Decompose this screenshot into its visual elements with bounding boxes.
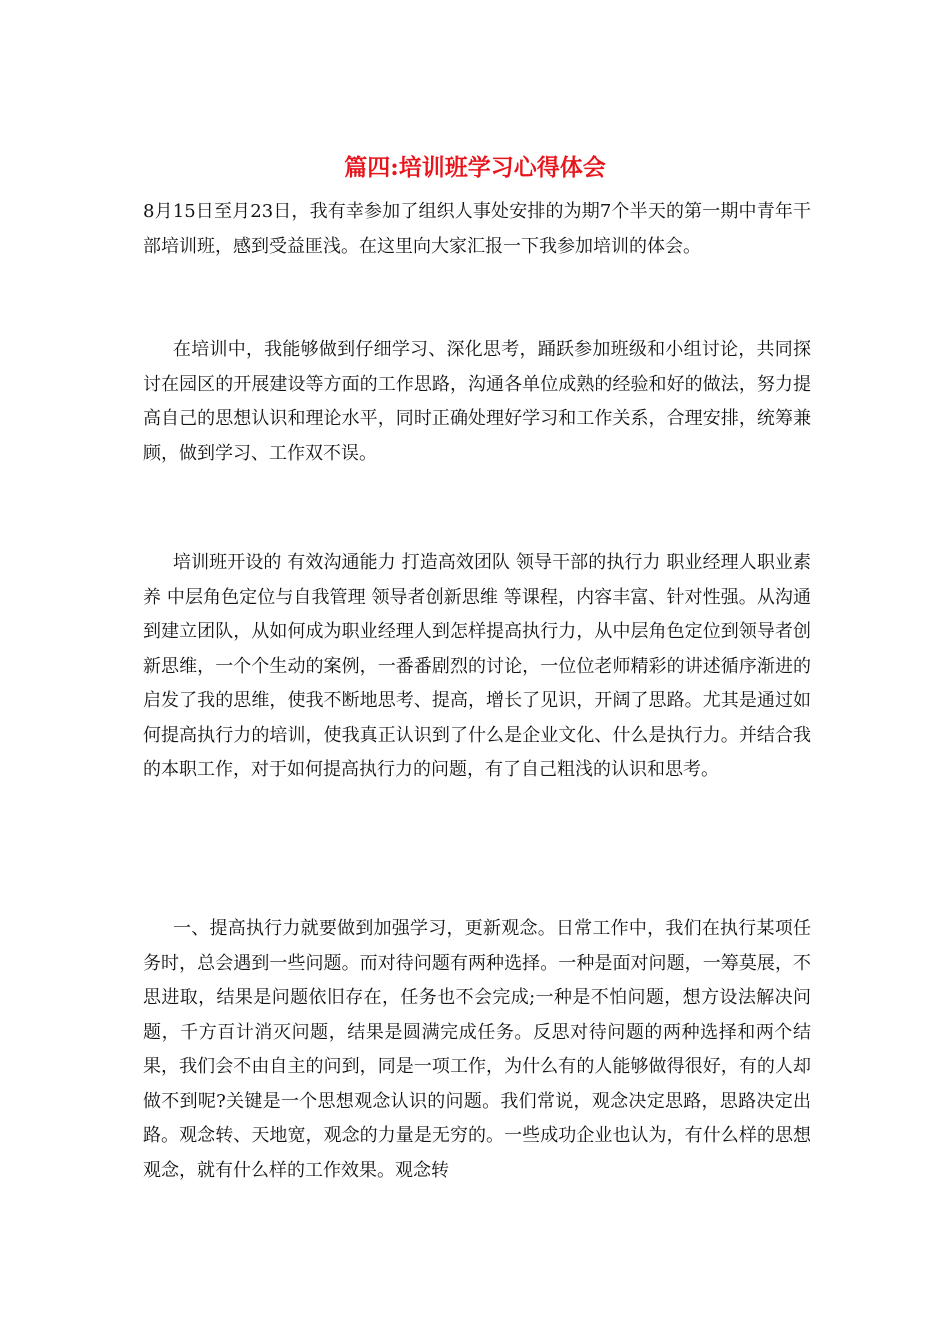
document-title: 篇四:培训班学习心得体会 (344, 154, 606, 181)
paragraph-point-one: 一、提高执行力就要做到加强学习，更新观念。日常工作中，我们在执行某项任务时，总会遇到一些问题。而对待问题有两种选择。一种是面对问题，一筹莫展，不思进取，结果是问题依旧存在，任务也不会完成;一种是不怕问题，想方设法解决问题，千方百计消灭问题，结果是圆满完成任务。反思对待问题的两种选择和两个结果，我们会不由自主的问到，同是一项工作，为什么有的人能够做得很好，有的人却做不到呢?关键是一个思想观念认识的问题。我们常说，观念决定思路，思路决定出路。观念转、天地宽，观念的力量是无穷的。一些成功企业也认为，有什么样的思想观念，就有什么样的工作效果。观念转 (143, 918, 811, 1181)
paragraph-course-content: 培训班开设的 有效沟通能力 打造高效团队 领导干部的执行力 职业经理人职业素养 中层角色定位与自我管理 领导者创新思维 等课程，内容丰富、针对性强。从沟通到建立团队，从如何成为职业经理人到怎样提高执行力，从中层角色定位到领导者创新思维，一个个生动的案例，一番番剧烈的讨论，一位位老师精彩的讲述循序渐进的启发了我的思维，使我不断地思考、提高，增长了见识，开阔了思路。尤其是通过如何提高执行力的培训，使我真正认识到了什么是企业文化、什么是执行力。并结合我的本职工作，对于如何提高执行力的问题，有了自己粗浅的认识和思考。 (143, 552, 811, 780)
paragraph-intro: 8月15日至月23日，我有幸参加了组织人事处安排的为期7个半天的第一期中青年干部培训班，感到受益匪浅。在这里向大家汇报一下我参加培训的体会。 (143, 201, 811, 257)
paragraph-training-attitude: 在培训中，我能够做到仔细学习、深化思考，踊跃参加班级和小组讨论，共同探讨在园区的开展建设等方面的工作思路，沟通各单位成熟的经验和好的做法，努力提高自己的思想认识和理论水平，同时正确处理好学习和工作关系，合理安排，统筹兼顾，做到学习、工作双不误。 (143, 339, 811, 464)
